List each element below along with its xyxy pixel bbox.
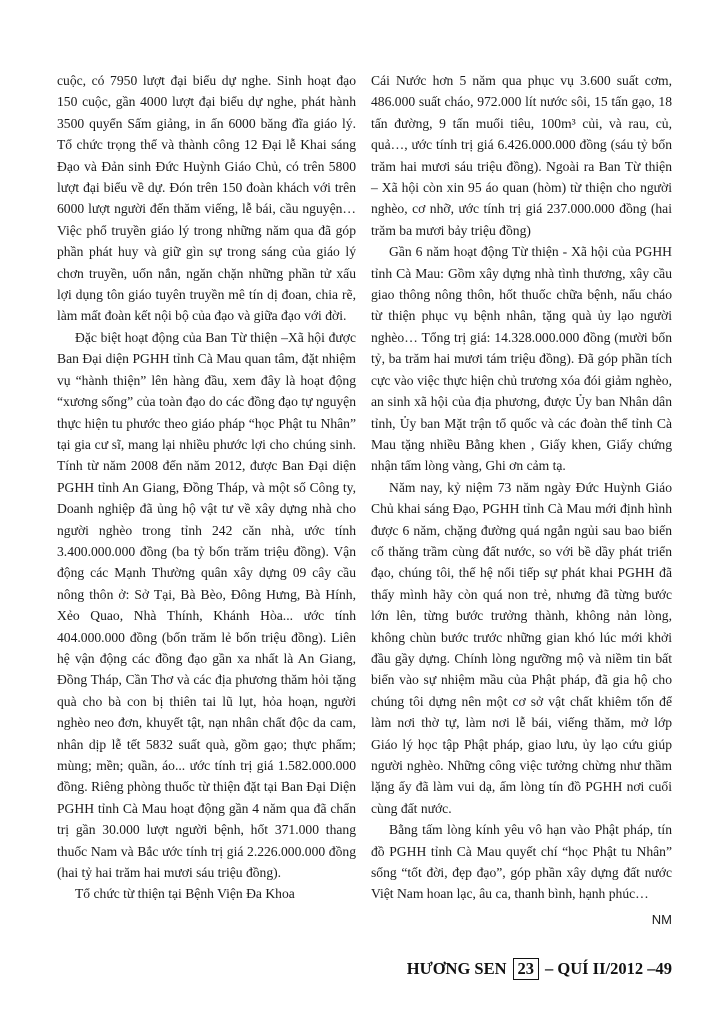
right-column: [371, 70, 672, 930]
paragraph: Cái Nước hơn 5 năm qua phục vụ 3.600 suất cơm, 486.000 suất cháo, 972.000 lít nước sôi, 15 tấn gạo, 18 tấn đường, 9 tấn muối tiêu, 100m³ củi, và rau, củ, quả…, ước tính trị giá 6.426.000.000 đồng (sáu tỷ bốn trăm hai mươi sáu triệu đồng). Ngoài ra Ban Từ thiện – Xã hội còn xin 95 áo quan (hòm) từ thiện cho người nghèo, cơ nhỡ, ước tính trị giá 237.000.000 đồng (hai trăm ba mươi bảy triệu đồng): [371, 73, 672, 238]
paragraph: Năm nay, kỷ niệm 73 năm ngày Đức Huỳnh Giáo Chủ khai sáng Đạo, PGHH tỉnh Cà Mau mới định hình được 6 năm, chặng đường quá ngắn ngủi sau bao biến cố thăng trầm cùng đất nước, so với bề dầy phát triển đạo, chúng tôi, thế hệ nối tiếp sự phát khai PGHH đã thấy mình hãy còn quá non trẻ, nhưng đã từng bước lớn lên, từng bước trưởng thành, không nản lòng, không chùn bước trước những gian khó lúc mới khởi đầu gầy dựng. Chính lòng ngưỡng mộ và niềm tin bất biến vào sự nhiệm mầu của Phật pháp, đã gia hộ cho chúng tôi dựng nên một cơ sở vật chất khiêm tốn để làm nơi thờ tự, làm nơi lễ bái, viếng thăm, mở lớp Giáo lý học tập Phật pháp, giao lưu, ủy lạo cứu giúp người nghèo. Những công việc tưởng chừng như thầm lặng ấy đã làm vui dạ, ấm lòng tín đồ PGHH nơi cuối cùng đất nước.: [371, 479, 672, 816]
page-number: 49: [655, 959, 672, 978]
paragraph: Gần 6 năm hoạt động Từ thiện - Xã hội của PGHH tỉnh Cà Mau: Gồm xây dựng nhà tình thương, xây cầu giao thông nông thôn, hốt thuốc chữa bệnh, nấu cháo từ thiện phục vụ bệnh nhân, tặng quà ủy lạo người nghèo… Tổng trị giá: 14.328.000.000 đồng (mười bốn tỷ, ba trăm hai mươi tám triệu đồng). Đã góp phần tích cực vào việc thực hiện chủ trương xóa đói giảm nghèo, an sinh xã hội của địa phương, được Ủy ban Nhân dân tỉnh, Ủy ban Mặt trận tổ quốc và các đoàn thể tỉnh Cà Mau tặng nhiều Bằng khen , Giấy khen, Giấy chứng nhận tấm lòng vàng, Ghi ơn cảm tạ.: [371, 244, 672, 474]
left-column: [57, 70, 356, 905]
paragraph: Tổ chức từ thiện tại Bệnh Viện Đa Khoa: [75, 886, 295, 902]
author-signature: NM: [651, 911, 672, 927]
paragraph: Đặc biệt hoạt động của Ban Từ thiện –Xã hội được Ban Đại diện PGHH tỉnh Cà Mau quan tâm, đặt nhiệm vụ “hành thiện” lên hàng đầu, xem đây là hoạt động “xương sống” của toàn đạo do các đồng đạo tự nguyện thực hiện tu phước theo giáo pháp “học Phật tu Nhân” tại gia cư sĩ, mang lại nhiều phước lợi cho chúng sinh. Tính từ năm 2008 đến năm 2012, được Ban Đại diện PGHH tỉnh An Giang, Đồng Tháp, và một số Công ty, Doanh nghiệp đã ủng hộ vật tư về xây dựng nhà cho người nghèo trong tỉnh 242 căn nhà, ước tính 3.400.000.000 đồng (ba tỷ bốn trăm triệu đồng). Vận động các Mạnh Thường quân xây dựng 09 cây cầu nông thôn ở: Sở Tại, Bà Bèo, Đông Hưng, Bà Hính, Xẻo Quao, Nhà Thính, Khánh Hòa... ước tính 404.000.000 đồng (bốn trăm lẻ bốn triệu đồng). Liên hệ vận động các đồng đạo gần xa nhất là An Giang, Đồng Tháp, Cần Thơ và các địa phương thăm hỏi tặng quà cho bà con bị thiên tai lũ lụt, hỏa hoạn, người nghèo neo đơn, khuyết tật, nạn nhân chất độc da cam, nhân dịp lễ tết 5832 suất quà, gồm gạo; thực phẩm; mùng; mền; quần, áo... ước tính trị giá 1.582.000.000 đồng. Riêng phòng thuốc từ thiện đặt tại Ban Đại Diện PGHH tỉnh Cà Mau hoạt động gần 4 năm qua đã chẩn trị gần 30.000 lượt người bệnh, hốt 371.000 thang thuốc Nam và Bắc ước tính trị giá 2.226.000.000 đồng (hai tỷ hai trăm hai mươi sáu triệu đồng).: [57, 329, 356, 881]
issue-number-box: 23: [513, 958, 540, 980]
paragraph: Bằng tấm lòng kính yêu vô hạn vào Phật pháp, tín đồ PGHH tỉnh Cà Mau quyết chí “học Phật tu Nhân” sống “tốt đời, đẹp đạo”, góp phần xây dựng đất nước Việt Nam hoan lạc, âu ca, thanh bình, hạnh phúc…: [371, 822, 672, 902]
page-footer: [407, 958, 672, 980]
paragraph: cuộc, có 7950 lượt đại biểu dự nghe. Sinh hoạt đạo 150 cuộc, gần 4000 lượt đại biểu dự nghe, phát hành 3500 quyển Sấm giảng, in ấn 6000 băng đĩa giáo lý. Tổ chức trọng thể và thành công 12 Đại lễ Khai sáng Đạo và Đản sinh Đức Huỳnh Giáo Chủ, có trên 5800 lượt đại biểu về dự. Đón trên 150 đoàn khách với trên 6000 lượt người đến thăm viếng, lễ bái, cầu nguyện…Việc phổ truyền giáo lý trong những năm qua đã góp phần phát huy và giữ gìn sự trong sáng của giáo lý chơn truyền, uốn nắn, ngăn chặn những phần tử xấu lợi dụng tôn giáo tuyên truyền mê tín dị đoan, chia rẽ, làm mất đoàn kết nội bộ của đạo và giữa đạo với đời.: [57, 73, 356, 324]
magazine-title: HƯƠNG SEN: [406, 959, 507, 978]
issue-quarter: – QUÍ II/2012 –: [545, 959, 656, 978]
